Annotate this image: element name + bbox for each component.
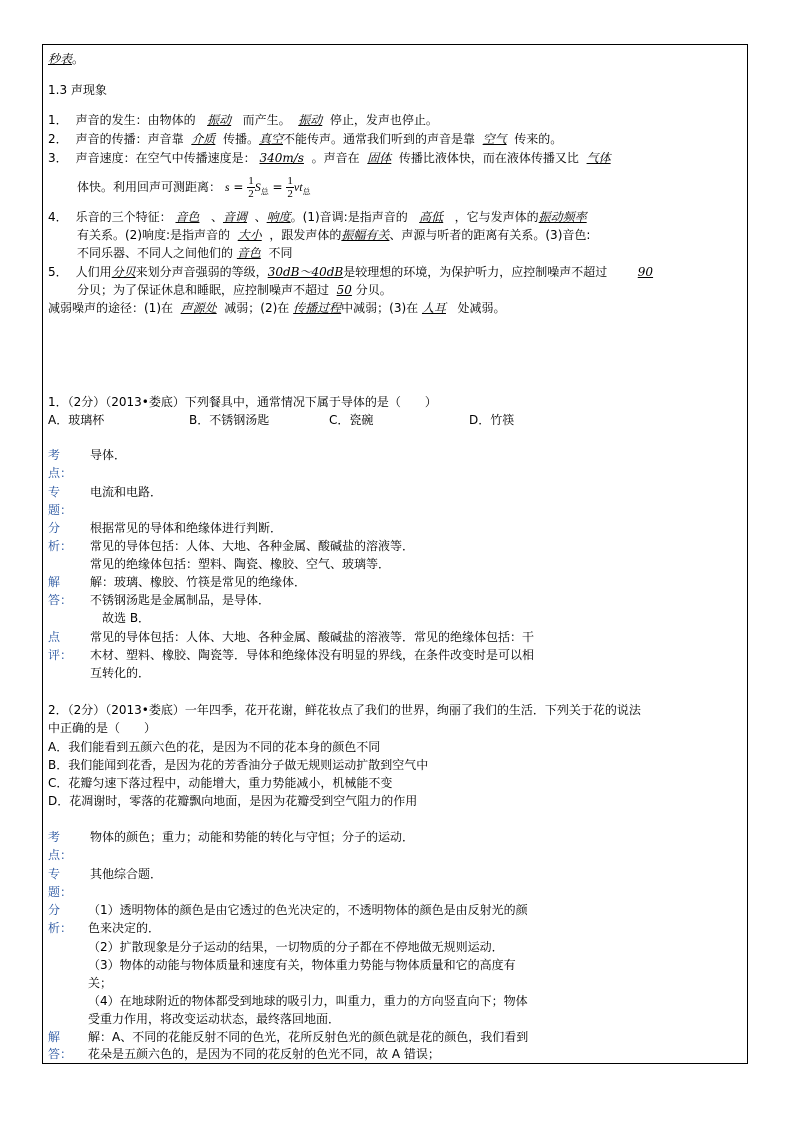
label-zhuanti: 题： bbox=[48, 885, 73, 899]
q2-zhuanti: 其他综合题． bbox=[90, 867, 163, 881]
label-jieda: 解 bbox=[48, 1030, 61, 1044]
label-fenxi: 分 bbox=[48, 521, 61, 535]
sound-item-4-line2: 有关系。(2)响度:是指声音的 大小 ，跟发声体的振幅有关、声源与听者的距离有关系。(3)音色: bbox=[77, 228, 591, 242]
q2-stem: 中正确的是（ ） bbox=[48, 721, 157, 735]
q2-fenxi-line: 色来决定的． bbox=[88, 921, 161, 935]
label-zhuanti: 题： bbox=[48, 503, 73, 517]
q1-option-a: A．玻璃杯 bbox=[48, 413, 105, 427]
answer-blank: 音色 bbox=[236, 246, 261, 260]
q1-dianping-line: 常见的导体包括：人体、大地、各种金属、酸碱盐的溶液等．常见的绝缘体包括：干 bbox=[90, 630, 535, 644]
q1-dianping-line: 木材、塑料、橡胶、陶瓷等．导体和绝缘体没有明显的界线，在条件改变时是可以相 bbox=[90, 648, 535, 662]
answer-blank: 振动频率 bbox=[538, 210, 587, 224]
q2-option-a: A．我们能看到五颜六色的花，是因为不同的花本身的颜色不同 bbox=[48, 740, 381, 754]
sound-item-2: 2． 声音的传播：声音靠 介质 传播。真空不能传声。通常我们听到的声音是靠 空气 传来的。 bbox=[48, 132, 563, 146]
label-fenxi: 析： bbox=[48, 539, 73, 553]
q1-fenxi-line: 根据常见的导体和绝缘体进行判断． bbox=[90, 521, 283, 535]
answer-blank: 真空 bbox=[258, 132, 283, 146]
label-dianping: 评： bbox=[48, 648, 73, 662]
answer-blank: 50 bbox=[336, 283, 352, 297]
answer-blank: 空气 bbox=[482, 132, 507, 146]
answer-blank: 音调 bbox=[222, 210, 247, 224]
answer-blank: 340m/s bbox=[259, 151, 304, 165]
sound-item-4: 4． 乐音的三个特征： 音色 、音调 、响度。(1)音调:是指声音的 高低 ，它与发声体的振动频率 bbox=[48, 210, 587, 224]
label-kaodian: 点： bbox=[48, 466, 73, 480]
label-jieda: 答： bbox=[48, 1047, 73, 1061]
q1-option-b: B．不锈钢汤匙 bbox=[189, 413, 270, 427]
q1-jieda-line: 不锈钢汤匙是金属制品，是导体． bbox=[90, 593, 271, 607]
sound-item-5-line2: 分贝；为了保证休息和睡眠，应控制噪声不超过 50 分贝。 bbox=[77, 283, 392, 297]
answer-blank: 振幅有关 bbox=[341, 228, 390, 242]
q2-fenxi-line: （1）透明物体的颜色是由它透过的色光决定的，不透明物体的颜色是由反射光的颜 bbox=[88, 903, 528, 917]
fraction: $\frac{1}{2}$ bbox=[287, 175, 293, 200]
q2-fenxi-line: （3）物体的动能与物体质量和速度有关，物体重力势能与物体质量和它的高度有 bbox=[88, 958, 516, 972]
sound-item-4-line3: 不同乐器、不同人之间他们的 音色 不同 bbox=[77, 246, 293, 260]
label-dianping: 点 bbox=[48, 630, 61, 644]
answer-blank: 固体 bbox=[367, 151, 392, 165]
q2-kaodian: 物体的颜色；重力；动能和势能的转化与守恒；分子的运动． bbox=[90, 830, 415, 844]
answer-blank: 30dB～40dB bbox=[267, 265, 344, 279]
answer-blank: 振动 bbox=[298, 113, 323, 127]
answer-blank: 大小 bbox=[237, 228, 262, 242]
answer-blank: 气体 bbox=[586, 151, 611, 165]
answer-blank: 声源处 bbox=[180, 301, 217, 315]
q1-option-d: D．竹筷 bbox=[469, 413, 515, 427]
sound-item-1: 1． 声音的发生：由物体的 振动 而产生。 振动 停止，发声也停止。 bbox=[48, 113, 438, 127]
label-fenxi: 分 bbox=[48, 903, 61, 917]
answer-blank: 传播过程 bbox=[293, 301, 342, 315]
q2-option-c: C．花瓣匀速下落过程中，动能增大，重力势能减小，机械能不变 bbox=[48, 776, 393, 790]
label-jieda: 答： bbox=[48, 593, 73, 607]
q1-option-c: C．瓷碗 bbox=[329, 413, 374, 427]
label-jieda: 解 bbox=[48, 575, 61, 589]
answer-blank: 振动 bbox=[207, 113, 232, 127]
answer-blank: 90 bbox=[637, 265, 654, 279]
answer-blank: 分贝 bbox=[111, 265, 136, 279]
answer-blank: 响度 bbox=[266, 210, 291, 224]
label-zhuanti: 专 bbox=[48, 485, 61, 499]
q1-jieda-line: 故选 B． bbox=[102, 611, 151, 625]
answer-blank: 音色 bbox=[175, 210, 200, 224]
label-kaodian: 考 bbox=[48, 448, 61, 462]
sound-item-3: 3． 声音速度：在空气中传播速度是： 340m/s 。声音在 固体 传播比液体快，而在液体传播又比 气体 bbox=[48, 151, 611, 165]
q1-dianping-line: 互转化的． bbox=[90, 666, 151, 680]
q2-jieda-line: 解：A、不同的花能反射不同的色光，花所反射色光的颜色就是花的颜色，我们看到 bbox=[88, 1030, 529, 1044]
label-kaodian: 点： bbox=[48, 848, 73, 862]
answer-blank: 介质 bbox=[191, 132, 216, 146]
q1-kaodian: 导体． bbox=[90, 448, 127, 462]
q1-jieda-line: 解：玻璃、橡胶、竹筷是常见的绝缘体． bbox=[90, 575, 307, 589]
q2-fenxi-line: （4）在地球附近的物体都受到地球的吸引力，叫重力，重力的方向竖直向下；物体 bbox=[88, 994, 528, 1008]
q1-zhuanti: 电流和电路． bbox=[90, 485, 163, 499]
label-fenxi: 析： bbox=[48, 921, 73, 935]
fraction: $\frac{1}{2}$ bbox=[248, 175, 254, 200]
answer-blank: 人耳 bbox=[421, 301, 446, 315]
section-title: 1.3 声现象 bbox=[48, 83, 107, 97]
q2-fenxi-line: （2）扩散现象是分子运动的结果，一切物质的分子都在不停地做无规则运动． bbox=[88, 940, 504, 954]
sound-item-5: 5． 人们用分贝来划分声音强弱的等级，30dB～40dB是较理想的环境，为保护听力，应控制噪声不超过 90 bbox=[48, 265, 654, 279]
stopwatch-line: 秒表。 bbox=[48, 52, 85, 66]
q1-fenxi-line: 常见的导体包括：人体、大地、各种金属、酸碱盐的溶液等． bbox=[90, 539, 415, 553]
label-kaodian: 考 bbox=[48, 830, 61, 844]
noise-reduction-line: 减弱噪声的途径：(1)在 声源处 减弱；(2)在 传播过程中减弱；(3)在 人耳 处减弱。 bbox=[48, 301, 506, 315]
q2-option-b: B．我们能闻到花香，是因为花的芳香油分子做无规则运动扩散到空气中 bbox=[48, 758, 429, 772]
q2-option-d: D．花凋谢时，零落的花瓣飘向地面，是因为花瓣受到空气阻力的作用 bbox=[48, 794, 418, 808]
q1-stem: 1．（2分）（2013•娄底）下列餐具中，通常情况下属于导体的是（ ） bbox=[48, 395, 437, 409]
label-zhuanti: 专 bbox=[48, 867, 61, 881]
q2-jieda-line: 花朵是五颜六色的，是因为不同的花反射的色光不同，故 A 错误； bbox=[88, 1047, 440, 1061]
q2-fenxi-line: 受重力作用，将改变运动状态，最终落回地面． bbox=[88, 1012, 341, 1026]
q2-stem: 2．（2分）（2013•娄底）一年四季，花开花谢，鲜花妆点了我们的世界，绚丽了我们的生活．下列关于花的说法 bbox=[48, 703, 641, 717]
q1-fenxi-line: 常见的绝缘体包括：塑料、陶瓷、橡胶、空气、玻璃等． bbox=[90, 557, 391, 571]
answer-blank: 高低 bbox=[419, 210, 444, 224]
echo-formula-line: 体快。利用回声可测距离： s = $\frac{1}{2}$ $S_总$ = $\frac{1}{2}$ $vt_总$ bbox=[77, 175, 311, 200]
q2-fenxi-line: 关； bbox=[88, 976, 113, 990]
